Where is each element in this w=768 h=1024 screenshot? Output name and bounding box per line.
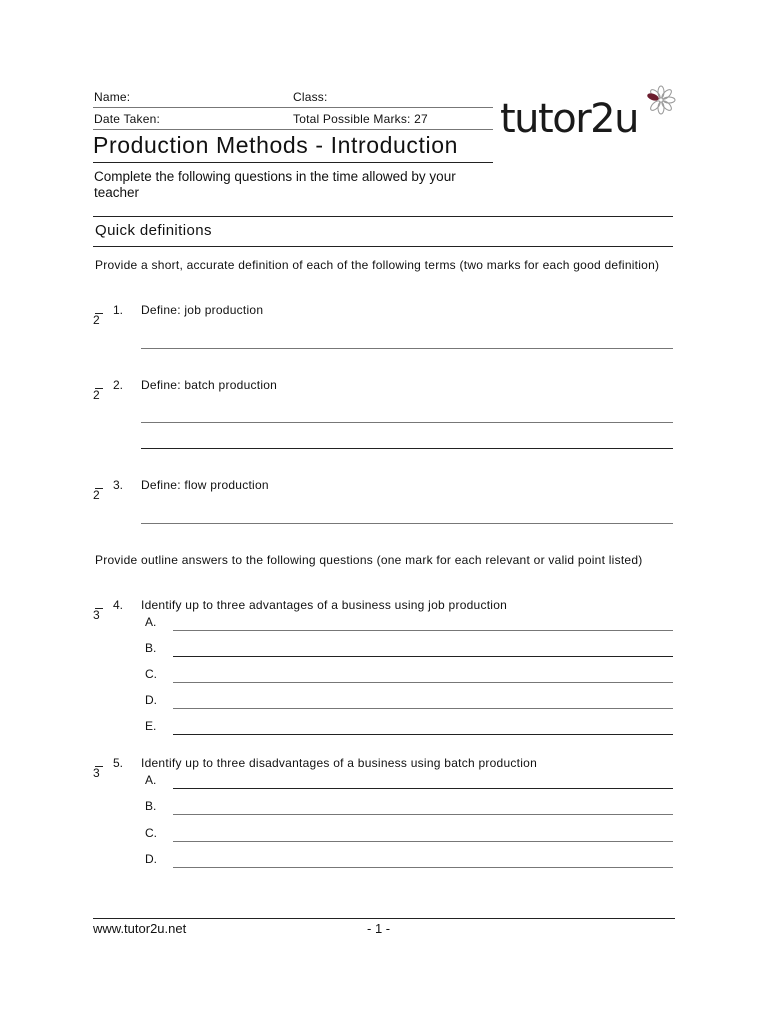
- intro-text: Complete the following questions in the time allowed by your teacher: [94, 169, 456, 200]
- answer-line[interactable]: [141, 348, 673, 349]
- mark-box: 2: [93, 479, 103, 502]
- answer-letter: A.: [145, 615, 157, 629]
- question-number: 3.: [113, 478, 124, 492]
- answer-line[interactable]: [173, 867, 673, 868]
- answer-letter: C.: [145, 667, 157, 681]
- tutor2u-logo: [500, 96, 638, 142]
- section-top-rule: [93, 216, 673, 217]
- answer-line[interactable]: [173, 708, 673, 709]
- page-title: Production Methods - Introduction: [93, 132, 458, 158]
- mark-box: 3: [93, 599, 103, 622]
- answer-line[interactable]: [173, 788, 673, 789]
- header-divider: [93, 129, 493, 130]
- header-divider: [93, 107, 493, 108]
- logo-wordmark: tutor2u: [500, 96, 638, 142]
- question-text: Define: flow production: [141, 478, 269, 492]
- footer-url[interactable]: www.tutor2u.net: [93, 921, 187, 936]
- answer-line[interactable]: [173, 814, 673, 815]
- question-number: 5.: [113, 756, 124, 770]
- answer-letter: B.: [145, 641, 157, 655]
- question-number: 4.: [113, 598, 124, 612]
- mark-box: 3: [93, 757, 103, 780]
- title-underline: [93, 162, 493, 163]
- answer-line[interactable]: [173, 630, 673, 631]
- definition-instruction: Provide a short, accurate definition of each of the following terms (two marks for each good definition): [95, 258, 660, 272]
- section-bottom-rule: [93, 246, 673, 247]
- mark-box: 2: [93, 304, 103, 327]
- class-label: Class:: [293, 90, 328, 104]
- mark-box: 2: [93, 379, 103, 402]
- flower-icon: [644, 84, 678, 116]
- question-text: Define: batch production: [141, 378, 278, 392]
- question-text: Identify up to three disadvantages of a business using batch production: [141, 756, 538, 770]
- footer-rule: [93, 918, 675, 919]
- section-title: Quick definitions: [95, 222, 212, 239]
- total-marks-label: Total Possible Marks: 27: [293, 112, 428, 126]
- answer-line[interactable]: [141, 422, 673, 423]
- answer-letter: E.: [145, 719, 157, 733]
- answer-letter: B.: [145, 799, 157, 813]
- question-number: 2.: [113, 378, 124, 392]
- question-text: Define: job production: [141, 303, 264, 317]
- answer-line[interactable]: [173, 656, 673, 657]
- answer-letter: D.: [145, 852, 157, 866]
- page-number: - 1 -: [367, 921, 391, 936]
- date-taken-label: Date Taken:: [94, 112, 161, 126]
- question-text: Identify up to three advantages of a business using job production: [141, 598, 508, 612]
- name-label: Name:: [94, 90, 131, 104]
- answer-letter: C.: [145, 826, 157, 840]
- answer-letter: D.: [145, 693, 157, 707]
- question-number: 1.: [113, 303, 124, 317]
- answer-line[interactable]: [173, 734, 673, 735]
- answer-line[interactable]: [173, 841, 673, 842]
- answer-line[interactable]: [141, 448, 673, 449]
- answer-line[interactable]: [173, 682, 673, 683]
- outline-instruction: Provide outline answers to the following questions (one mark for each relevant or valid point listed): [95, 553, 643, 567]
- answer-letter: A.: [145, 773, 157, 787]
- answer-line[interactable]: [141, 523, 673, 524]
